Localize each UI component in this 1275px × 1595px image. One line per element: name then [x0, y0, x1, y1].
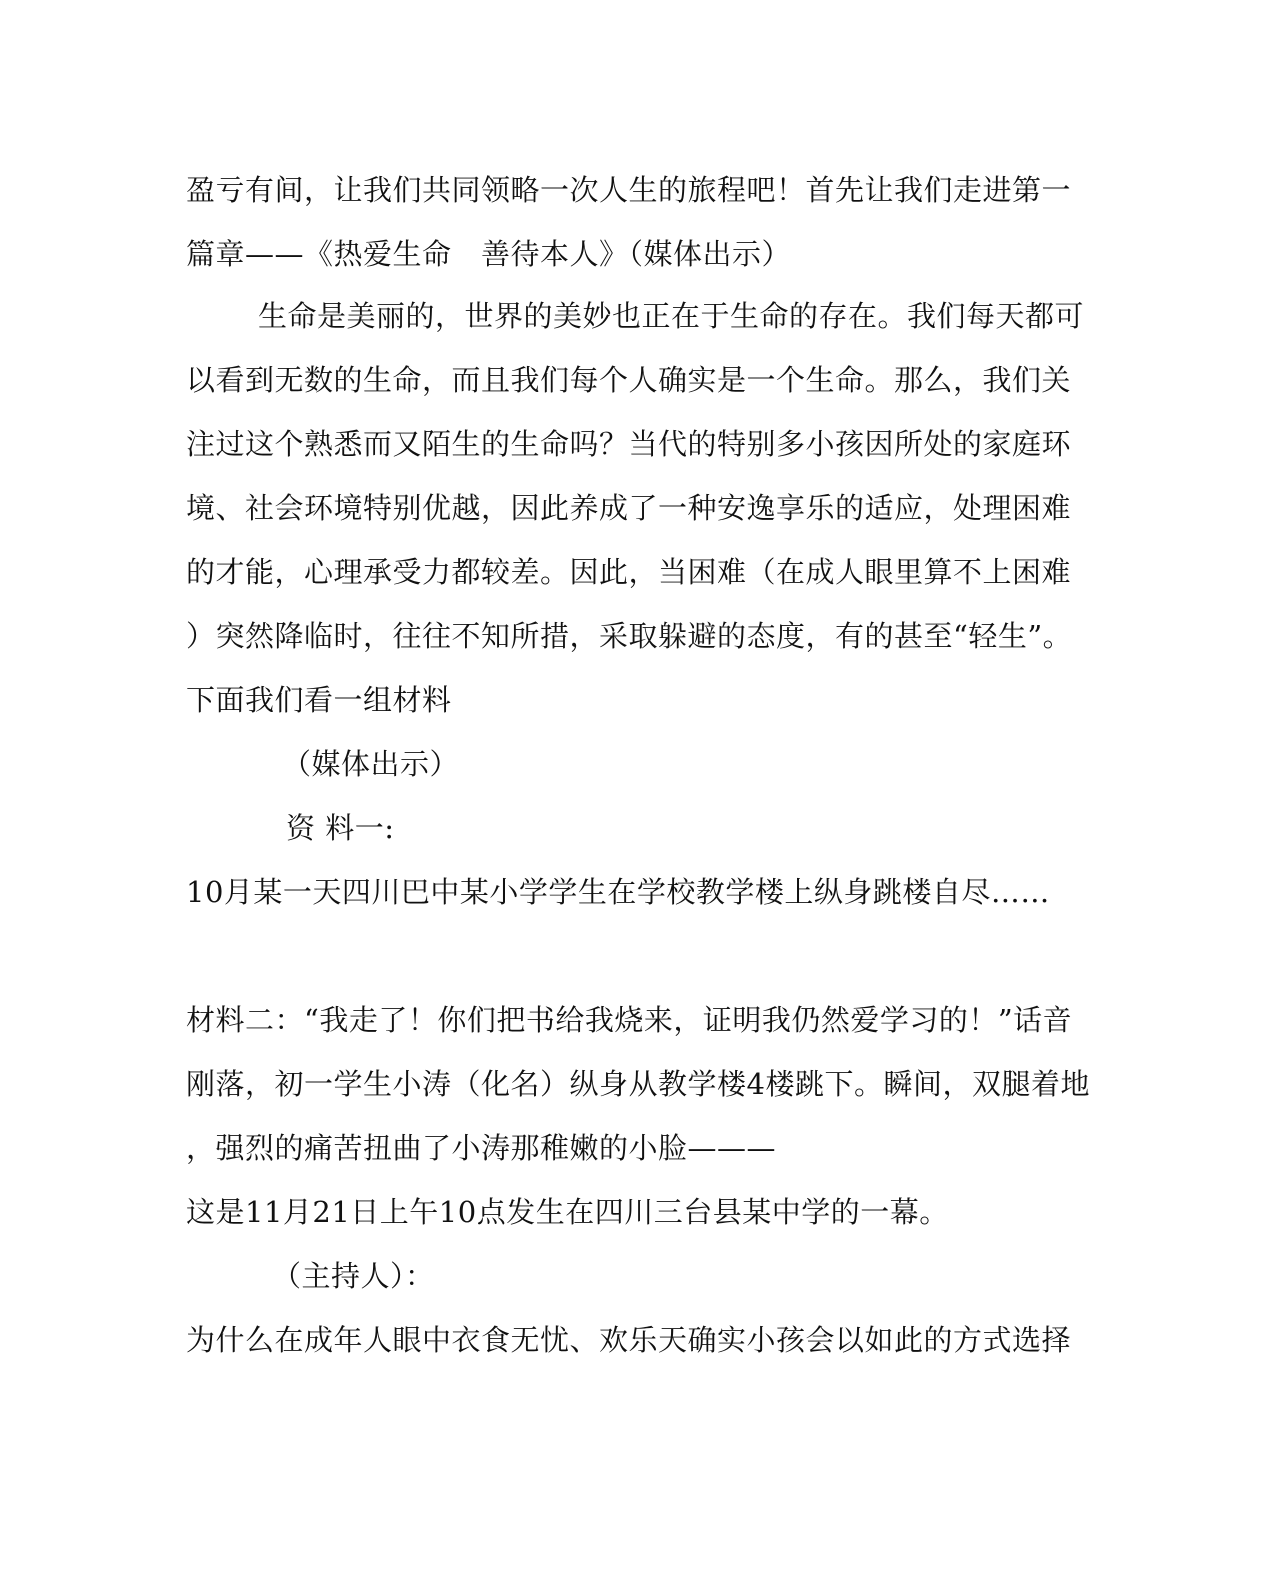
text-line: 注过这个熟悉而又陌生的生命吗？当代的特别多小孩因所处的家庭环 [186, 427, 1072, 461]
paragraph-first-line: 生命是美丽的，世界的美妙也正在于生命的存在。我们每天都可 [258, 299, 1085, 333]
text-line: 的才能，心理承受力都较差。因此，当困难（在成人眼里算不上困难 [186, 555, 1072, 589]
text-line: ）突然降临时，往往不知所措，采取躲避的态度，有的甚至“轻生”。 [186, 619, 1073, 653]
text-line: 以看到无数的生命，而且我们每个人确实是一个生命。那么，我们关 [186, 363, 1072, 397]
text-line: 下面我们看一组材料 [186, 683, 452, 717]
text-line: 刚落，初一学生小涛（化名）纵身从教学楼4楼跳下。瞬间，双腿着地 [186, 1067, 1090, 1101]
text-line: 为什么在成年人眼中衣食无忧、欢乐天确实小孩会以如此的方式选择 [186, 1323, 1072, 1357]
text-line: 境、社会环境特别优越，因此养成了一种安逸享乐的适应，处理困难 [186, 491, 1072, 525]
material-one-text: 10月某一天四川巴中某小学学生在学校教学楼上纵身跳楼自尽…… [186, 875, 1050, 909]
media-note: （媒体出示） [282, 747, 460, 781]
text-line: 篇章——《热爱生命 善待本人》（媒体出示） [186, 237, 792, 271]
text-line: ，强烈的痛苦扭曲了小涛那稚嫩的小脸——— [186, 1131, 777, 1165]
host-label: （主持人）： [272, 1259, 435, 1293]
material-heading: 资 料一: [286, 811, 395, 845]
text-line: 盈亏有间，让我们共同领略一次人生的旅程吧！首先让我们走进第一 [186, 173, 1072, 207]
text-line: 这是11月21日上午10点发生在四川三台县某中学的一幕。 [186, 1195, 949, 1229]
material-two-text: 材料二：“我走了！你们把书给我烧来，证明我仍然爱学习的！”话音 [186, 1003, 1073, 1037]
